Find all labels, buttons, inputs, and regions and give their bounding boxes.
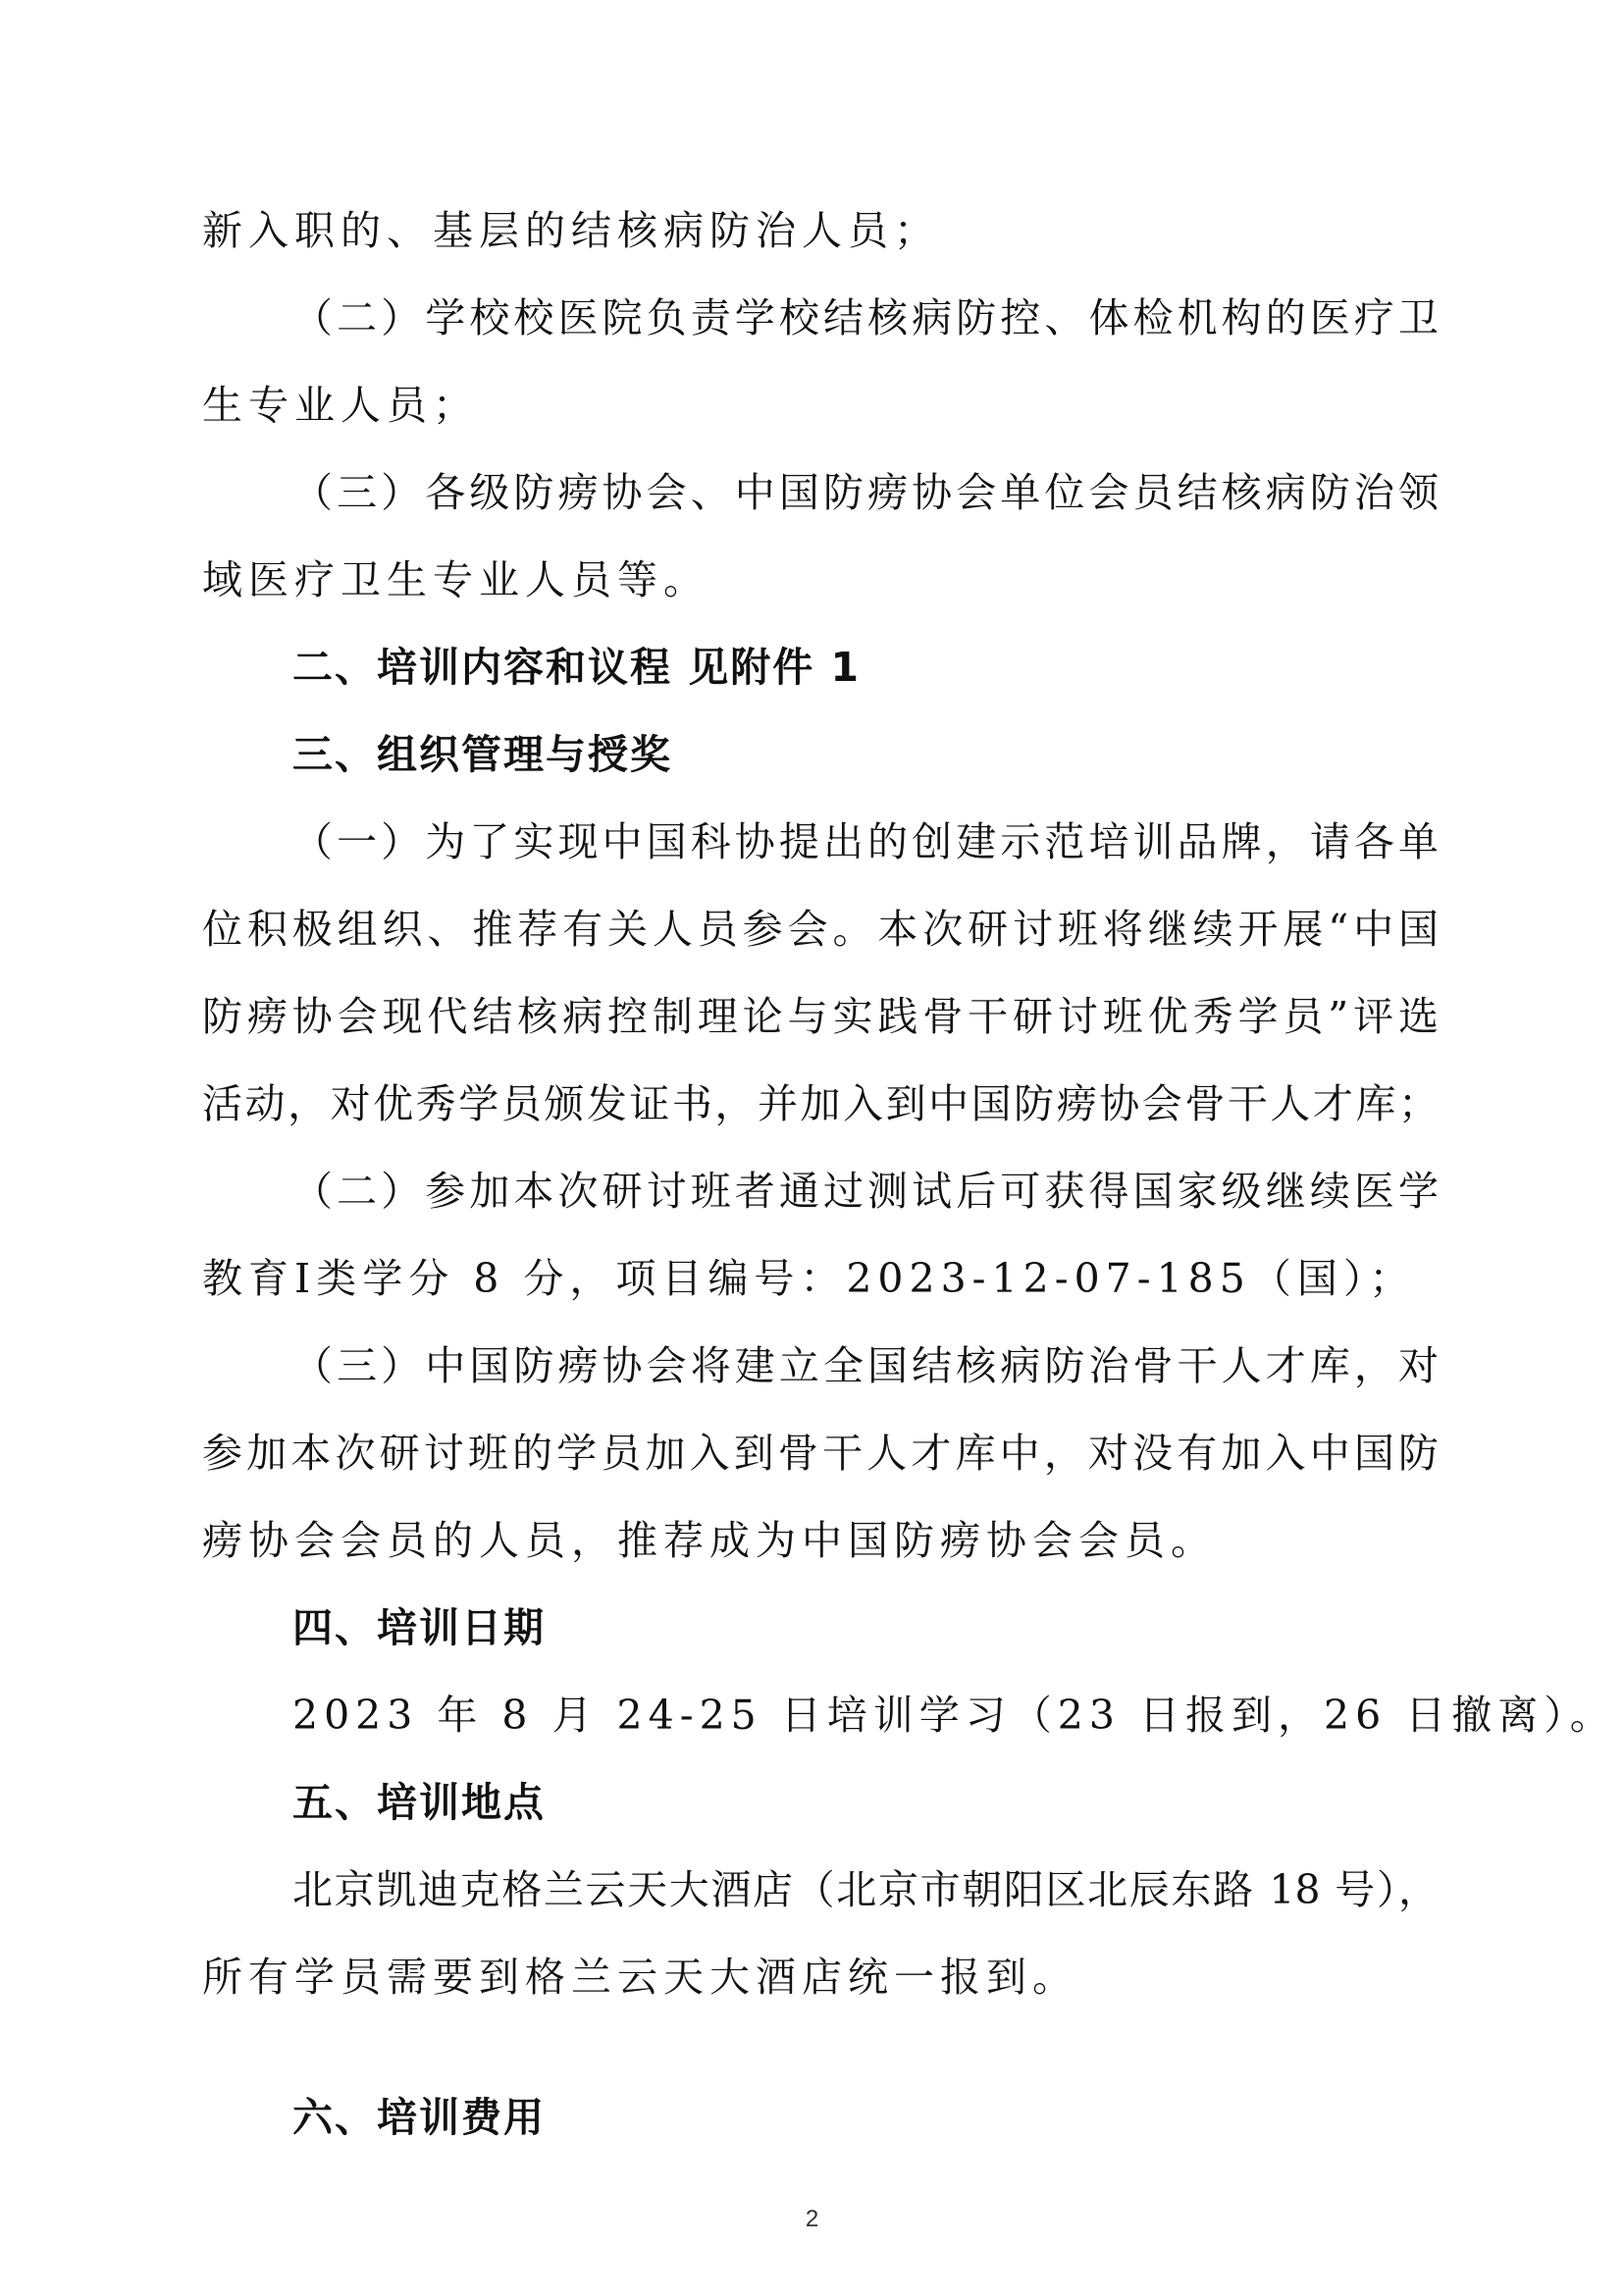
paragraph-line: 北京凯迪克格兰云天大酒店（北京市朝阳区北辰东路 18 号）， bbox=[292, 1866, 1439, 1913]
paragraph-line: 新入职的、基层的结核病防治人员； bbox=[202, 207, 940, 254]
paragraph-line: （一）为了实现中国科协提出的创建示范培训品牌，请各单 bbox=[292, 818, 1439, 865]
paragraph-line: （二）学校校医院负责学校结核病防控、体检机构的医疗卫 bbox=[292, 294, 1439, 341]
paragraph-line: （三）中国防痨协会将建立全国结核病防治骨干人才库，对 bbox=[292, 1342, 1439, 1389]
section-heading-organization: 三、组织管理与授奖 bbox=[292, 731, 672, 778]
section-heading-agenda: 二、培训内容和议程 见附件 1 bbox=[292, 644, 862, 691]
section-heading-location: 五、培训地点 bbox=[292, 1779, 546, 1826]
paragraph-line: 域医疗卫生专业人员等。 bbox=[202, 556, 709, 603]
paragraph-line: 痨协会会员的人员，推荐成为中国防痨协会会员。 bbox=[202, 1517, 1217, 1564]
paragraph-line: 防痨协会现代结核病控制理论与实践骨干研讨班优秀学员”评选 bbox=[202, 993, 1439, 1040]
paragraph-line: 教育Ⅰ类学分 8 分，项目编号：2023-12-07-185（国）； bbox=[202, 1255, 1416, 1302]
paragraph-line: 所有学员需要到格兰云天大酒店统一报到。 bbox=[202, 1954, 1078, 2001]
section-heading-dates: 四、培训日期 bbox=[292, 1604, 546, 1651]
section-heading-fees: 六、培训费用 bbox=[292, 2094, 546, 2141]
paragraph-line: 生专业人员； bbox=[202, 382, 479, 429]
paragraph-line: 参加本次研讨班的学员加入到骨干人才库中，对没有加入中国防 bbox=[202, 1430, 1439, 1477]
paragraph-line: （三）各级防痨协会、中国防痨协会单位会员结核病防治领 bbox=[292, 469, 1439, 516]
paragraph-line: 2023 年 8 月 24-25 日培训学习（23 日报到，26 日撤离）。 bbox=[292, 1692, 1616, 1739]
paragraph-line: 活动，对优秀学员颁发证书，并加入到中国防痨协会骨干人才库； bbox=[202, 1080, 1439, 1127]
page-number: 2 bbox=[805, 2206, 819, 2232]
paragraph-line: （二）参加本次研讨班者通过测试后可获得国家级继续医学 bbox=[292, 1168, 1439, 1215]
paragraph-line: 位积极组织、推荐有关人员参会。本次研讨班将继续开展“中国 bbox=[202, 906, 1439, 953]
